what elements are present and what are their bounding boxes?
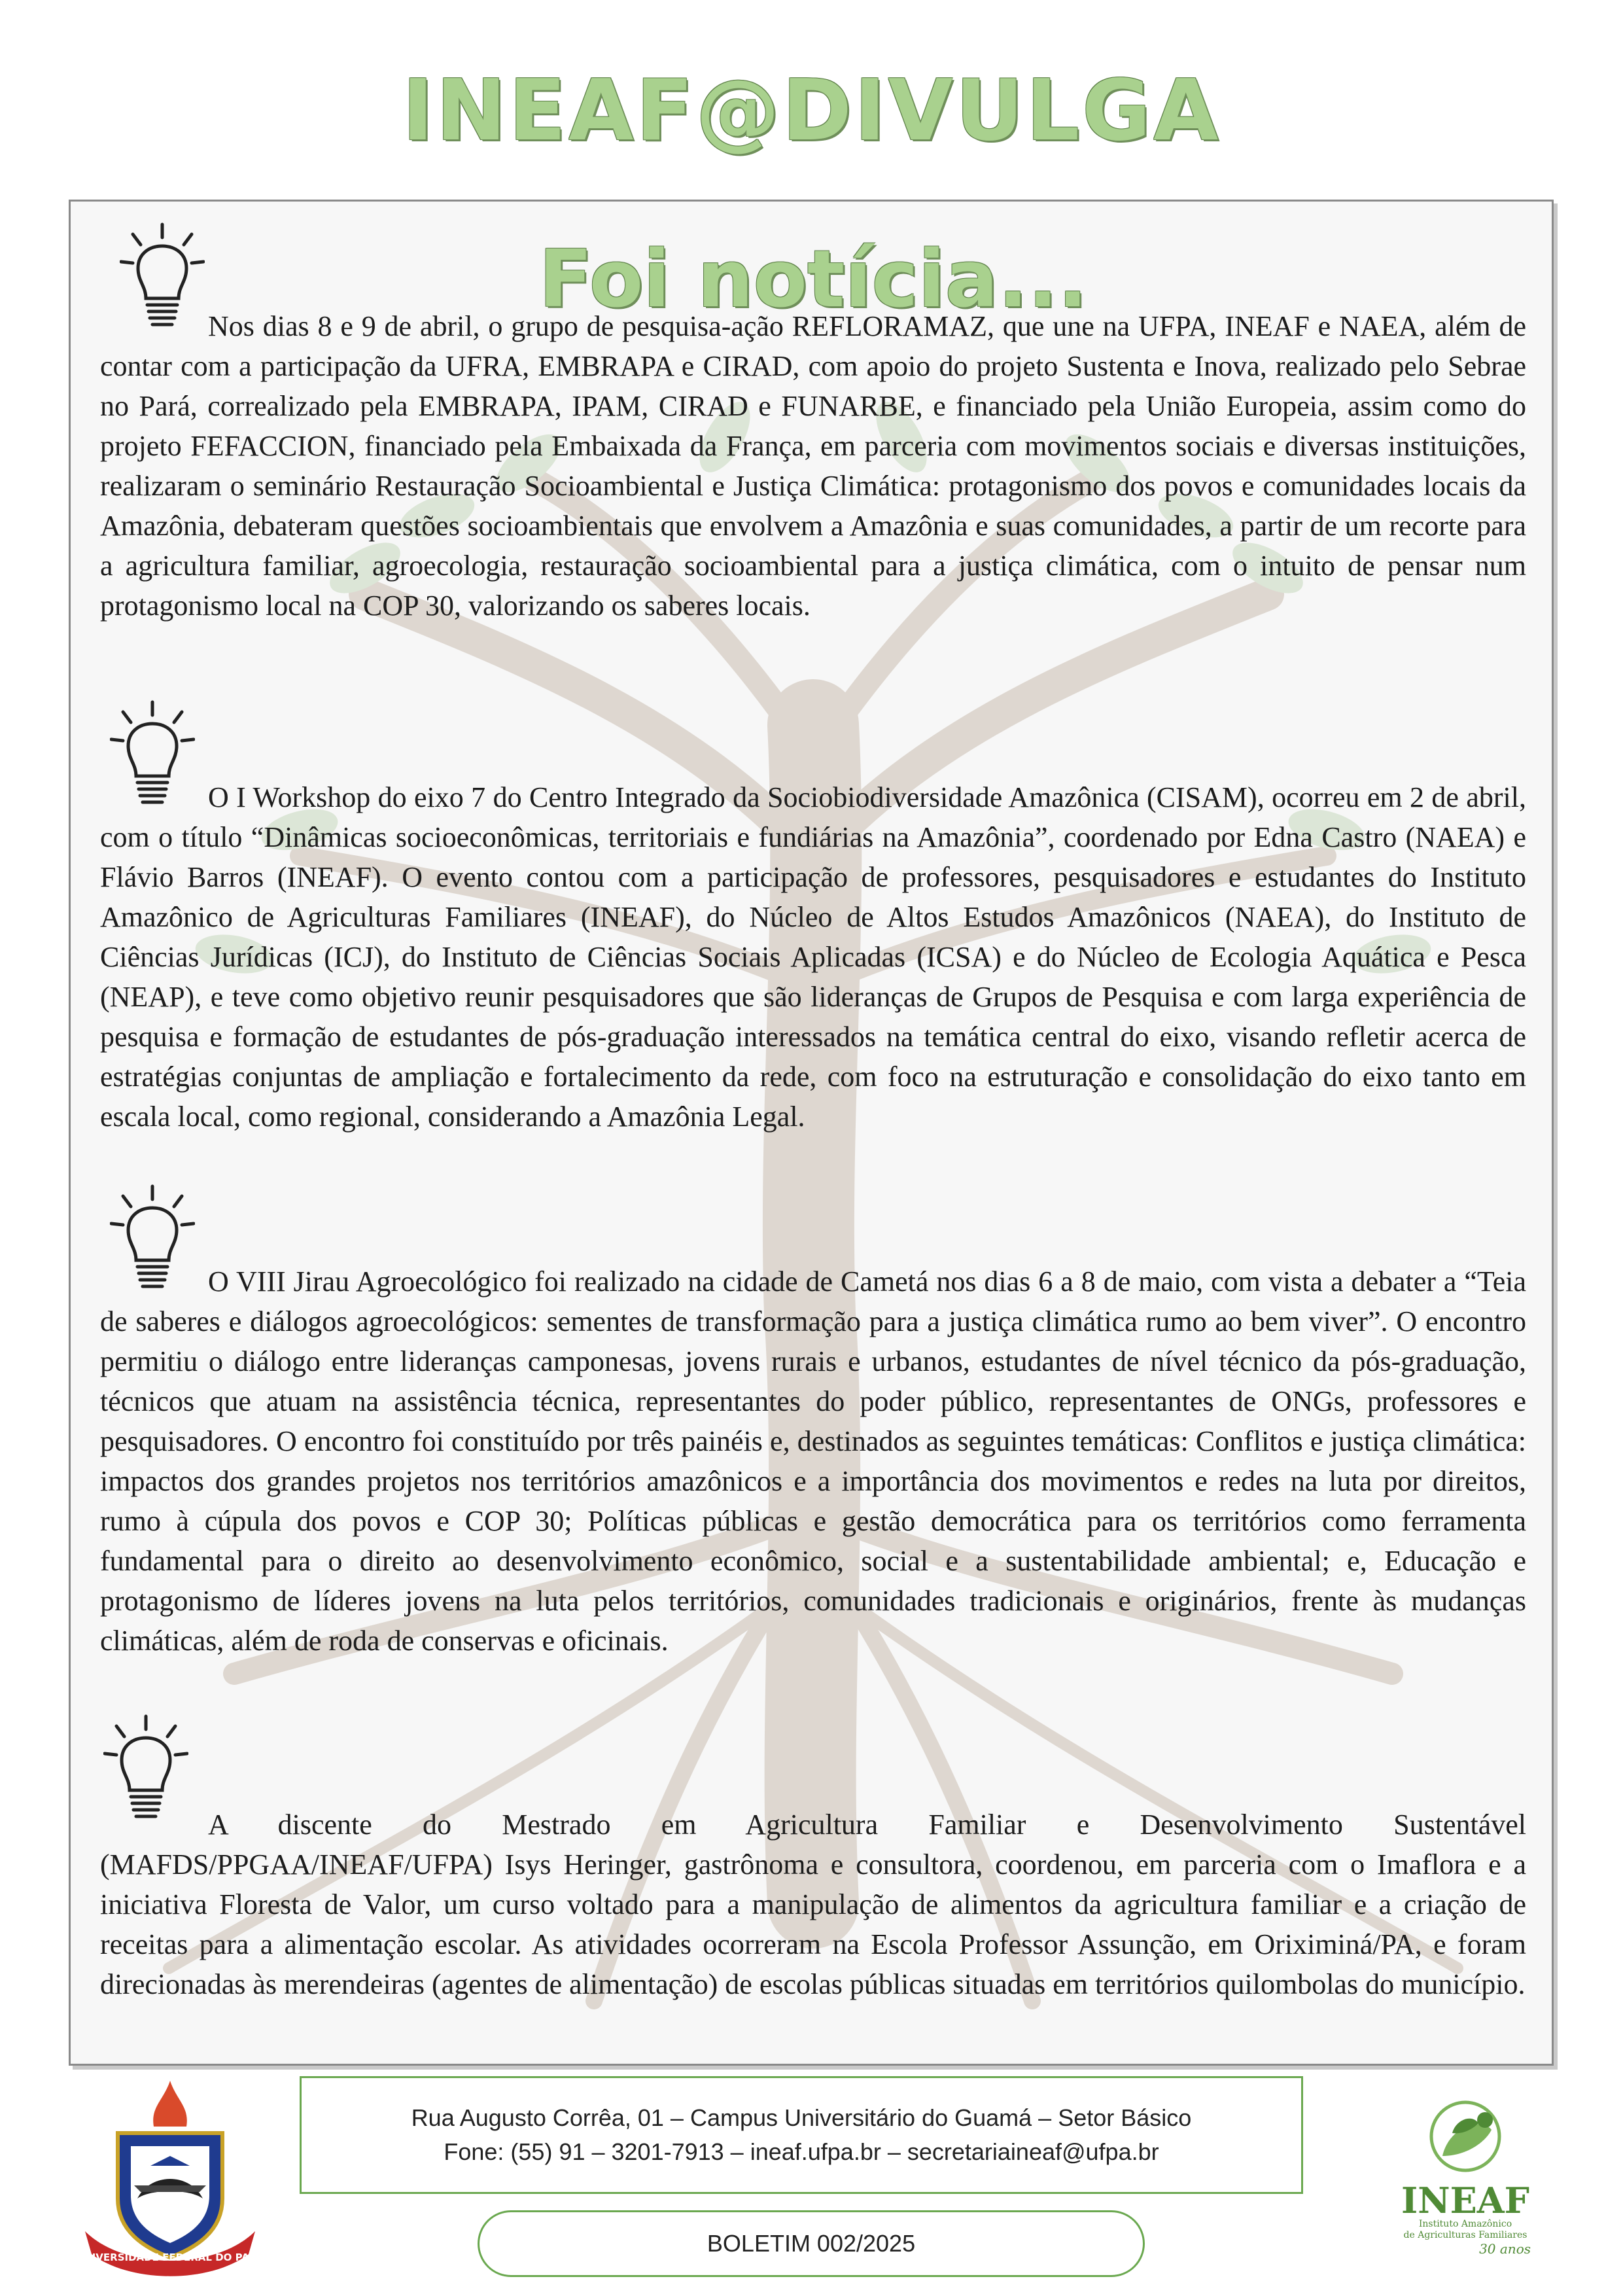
ineaf-logo (1387, 2094, 1544, 2264)
ineaf-logo-name: INEAF (1401, 2180, 1529, 2221)
page-header-title: INEAF@DIVULGA (402, 62, 1221, 160)
bulletin-number-badge: BOLETIM 002/2025 (478, 2210, 1145, 2277)
footer-address: Rua Augusto Corrêa, 01 – Campus Universitário do Guamá – Setor Básico (411, 2104, 1192, 2131)
news-content-box (69, 200, 1554, 2066)
svg-text:UNIVERSIDADE FEDERAL DO PARÁ: UNIVERSIDADE FEDERAL DO PARÁ (75, 2252, 265, 2263)
news-item-3: O VIII Jirau Agroecológico foi realizado na cidade de Cametá nos dias 6 a 8 de maio, com vista a debater a “Teia de saberes e diálogos agroecológicos: sementes de transformação para a justiça climática rumo ao bem viver”. O encontro permitiu o diálogo entre lideranças camponesas, jovens rurais e urbanos, estudantes de nível técnico da pós-graduação, técnicos que atuam na assistência técnica, representantes do poder público, representantes de ONGs, professores e pesquisadores. O encontro foi constituído por três painéis e, destinados as seguintes temáticas: Conflitos e justiça climática: impactos dos grandes projetos nos territórios amazônicos e a importância dos movimentos e redes na luta por direitos, rumo à cúpula dos povos e COP 30; Políticas públicas e gestão democrática para os territórios como ferramenta fundamental para o direito ao desenvolvimento econômico, social e a sustentabilidade ambiental; e, Educação e protagonismo de líderes jovens na luta pelos territórios, comunidades tradicionais e originários, frente às mudanças climáticas, além de roda de conservas e oficinais. (100, 1265, 1526, 1657)
news-item-1: Nos dias 8 e 9 de abril, o grupo de pesquisa-ação REFLORAMAZ, que une na UFPA, INEAF e NAEA, além de contar com a participação da UFRA, EMBRAPA e CIRAD, com apoio do projeto Sustenta e Inova, realizado pelo Sebrae no Pará, correalizado pela EMBRAPA, IPAM, CIRAD e FUNARBE, e financiado pela União Europeia, assim como do projeto FEFACCION, financiado pela Embaixada da França, em parceria com movimentos sociais e diversas instituições, realizaram o seminário Restauração Socioambiental e Justiça Climática: protagonismo dos povos e comunidades locais da Amazônia, debateram questões socioambientais que envolvem a Amazônia e suas comunidades, a partir de um recorte para a agricultura familiar, agroecologia, restauração socioambiental para a justiça climática, com o intuito de pensar num protagonismo local na COP 30, valorizando os saberes locais. (100, 310, 1526, 622)
news-item-2: O I Workshop do eixo 7 do Centro Integrado da Sociobiodiversidade Amazônica (CISAM), ocorreu em 2 de abril, com o título “Dinâmicas socioeconômicas, territoriais e fundiárias na Amazônia”, coordenado por Edna Castro (NAEA) e Flávio Barros (INEAF). O evento contou com a participação de professores, pesquisadores e estudantes do Instituto Amazônico de Agriculturas Familiares (INEAF), do Núcleo de Altos Estudos Amazônicos (NAEA), do Instituto de Ciências Jurídicas (ICJ), do Instituto de Ciências Sociais Aplicadas (ICSA) e do Núcleo de Ecologia Aquática e Pesca (NEAP), e teve como objetivo reunir pesquisadores que são lideranças de Grupos de Pesquisa e com larga experiência de pesquisa e formação de estudantes de pós-graduação interessados na temática central do eixo, visando refletir acerca de estratégias conjuntas de ampliação e fortalecimento da rede, com foco na estruturação e consolidação do eixo tanto em escala local, como regional, considerando a Amazônia Legal. (100, 781, 1526, 1133)
ufpa-crest-logo (72, 2074, 268, 2277)
ineaf-emblem-icon (1387, 2094, 1544, 2179)
ineaf-logo-years: 30 anos (1479, 2241, 1531, 2257)
footer-contact-box (300, 2076, 1303, 2194)
news-item-4: A discente do Mestrado em Agricultura Familiar e Desenvolvimento Sustentável (MAFDS/PPGAA/INEAF/UFPA) Isys Heringer, gastrônoma e consultora, coordenou, em parceria com o Imaflora e a iniciativa Floresta de Valor, um curso voltado para a manipulação de alimentos da agricultura familiar e a criação de receitas para a alimentação escolar. As atividades ocorreram na Escola Professor Assunção, em Oriximiná/PA, e foram direcionadas às merendeiras (agentes de alimentação) de escolas públicas situadas em territórios quilombolas do município. (100, 1809, 1526, 2000)
footer-contact: Fone: (55) 91 – 3201-7913 – ineaf.ufpa.br – secretariaineaf@ufpa.br (444, 2138, 1159, 2165)
ineaf-logo-subtitle-1: Instituto Amazônico (1418, 2219, 1512, 2229)
ineaf-logo-subtitle-2: de Agriculturas Familiares (1403, 2230, 1527, 2240)
section-title: Foi notícia... (538, 234, 1088, 325)
